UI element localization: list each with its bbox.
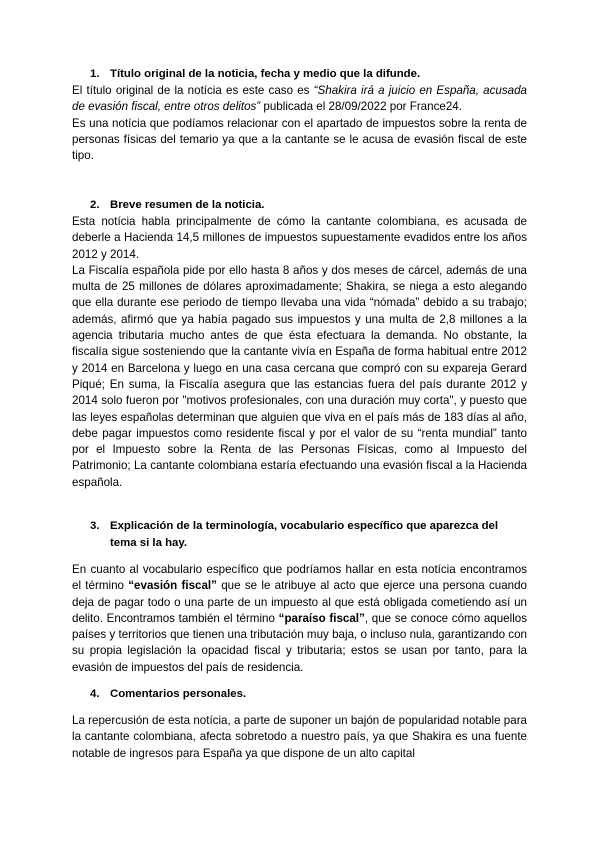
text-run: En cuanto al vocabulario específico que podríamos hallar en esta notícia encontramos el término xyxy=(72,563,527,593)
section-1 xyxy=(72,66,527,164)
section-number: 3. xyxy=(90,520,100,532)
section-title: Breve resumen de la noticia. xyxy=(110,199,265,211)
section-3 xyxy=(72,518,527,676)
section-number: 1. xyxy=(90,68,100,80)
term-paraiso-fiscal: “paraíso fiscal” xyxy=(278,611,365,625)
section-2-heading xyxy=(72,197,527,214)
section-title: Explicación de la terminología, vocabulario específico que aparezca del tema si la hay. xyxy=(110,520,499,549)
section-3-paragraph-1 xyxy=(72,562,527,676)
section-number: 4. xyxy=(90,688,100,700)
section-3-heading xyxy=(72,518,527,552)
section-1-paragraph-2: Es una notícia que podíamos relacionar con el apartado de impuestos sobre la renta de personas físicas del temario ya que a la cantante se le acusa de evasión fiscal de este tipo. xyxy=(72,116,527,163)
section-number: 2. xyxy=(90,199,100,211)
term-evasion-fiscal: “evasión fiscal” xyxy=(128,579,217,593)
section-4-heading xyxy=(72,686,527,703)
text-run: que se le atribuye al acto que ejerce una persona cuando deja de pagar todo o una parte de un impuesto al que está obligada cometiendo así un delito. Encontramos también el término xyxy=(72,579,528,625)
section-2-paragraph-1: Esta notícia habla principalmente de cómo la cantante colombiana, es acusada de deberle a Hacienda 14,5 millones de impuestos supuestamente evadidos entre los años 2012 y 2014. xyxy=(72,215,527,261)
section-2-paragraph-2: La Fiscalía española pide por ello hasta 8 años y dos meses de cárcel, además de una multa de 25 millones de dólares aproximadamente; Shakira, se niega a esto alegando que ella durante ese periodo de tiempo llevaba una vida “nómada” debido a su trabajo; además, afirmó que ya había pagado sus impuestos y una multa de 2,8 millones a la agencia tributaria mucho antes de que ésta efectuara la demanda. No obstante, la fiscalía sigue sosteniendo que la cantante vivía en España de forma habitual entre 2012 y 2014 en Barcelona y luego en una casa cercana que compró con su expareja Gerard Piqué; En suma, la Fiscalía asegura que las estancias fuera del país durante 2012 y 2014 solo fueron por "motivos profesionales, con una duración muy corta", y puesto que las leyes españolas determinan que alguien que viva en el país más de 183 días al año, debe pagar impuestos como residente fiscal y por el valor de su “renta mundial” tanto por el Impuesto sobre la Renta de las Personas Físicas, como al Impuesto del Patrimonio; La cantante colombiana estaría efectuando una evasión fiscal a la Hacienda española. xyxy=(72,263,527,489)
text-run: , que se conoce cómo aquellos países y territorios que tienen una tributación muy baja, o incluso nula, garantizando con su propia legislación la opacidad fiscal y tributaria; estos se usan por tanto, para la evasión de impuestos del país de residencia. xyxy=(72,611,528,674)
section-title: Comentarios personales. xyxy=(110,688,247,700)
text-run: El título original de la notícia es este caso es xyxy=(72,84,314,97)
text-run: publicada el 28/09/2022 por France24. xyxy=(260,100,462,114)
original-title-quote: “Shakira irá a juicio en España, acusada de evasión fiscal, entre otros delitos” xyxy=(72,84,527,114)
section-2 xyxy=(72,197,527,491)
section-1-paragraph-1 xyxy=(72,83,527,116)
section-title: Título original de la noticia, fecha y medio que la difunde. xyxy=(110,68,421,80)
section-4 xyxy=(72,686,527,762)
section-4-paragraph-1: La repercusión de esta notícia, a parte de suponer un bajón de popularidad notable para la cantante colombiana, afecta sobretodo a nuestro país, ya que Shakira es una fuente notable de ingresos para España ya que dispone de un alto capital xyxy=(72,714,527,760)
section-1-heading xyxy=(72,66,527,83)
